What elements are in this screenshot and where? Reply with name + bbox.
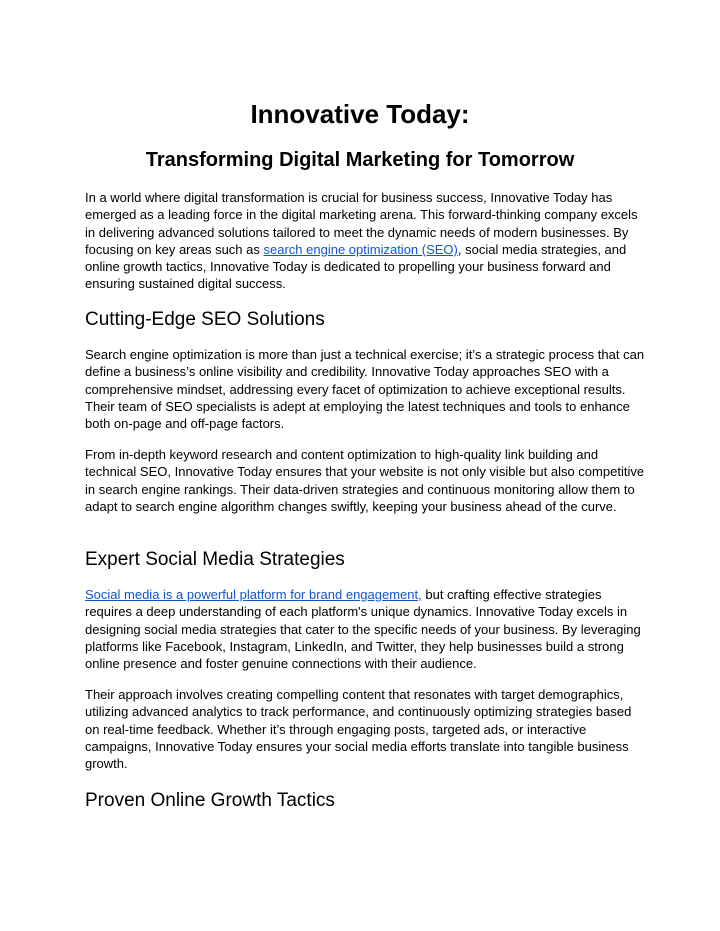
page-subtitle: Transforming Digital Marketing for Tomorrow [145, 149, 575, 171]
social-paragraph-1-text: but crafting effective strategies requires a deep understanding of each platform's unique dynamics. Innovative Today excels in designing social media strategies that cater to the specific needs of your business. By leveraging platforms like Facebook, Instagram, LinkedIn, and Twitter, they help businesses build a strong online presence and foster genuine connections with their audience. [85, 587, 641, 672]
social-media-link[interactable]: Social media is a powerful platform for brand engagement, [85, 587, 422, 602]
social-paragraph-1 [85, 586, 645, 672]
seo-paragraph-1: Search engine optimization is more than just a technical exercise; it’s a strategic process that can define a business’s online visibility and credibility. Innovative Today approaches SEO with a comprehensive mindset, addressing every facet of optimization to achieve exceptional results. Their team of SEO specialists is adept at employing the latest techniques and tools to enhance both on-page and off-page factors. [85, 347, 645, 432]
intro-text-before-link: In a world where digital transformation is crucial for business success, Innovative Today has emerged as a leading force in the digital marketing arena. This forward-thinking company excels in delivering advanced solutions tailored to meet the dynamic needs of modern businesses. By focusing on key areas such as [85, 190, 638, 257]
intro-text-after-link: , social media strategies, and online growth tactics, Innovative Today is dedicated to propelling your business forward and ensuring sustained digital success. [85, 241, 627, 292]
social-section-heading: Expert Social Media Strategies [85, 549, 345, 570]
intro-paragraph [85, 189, 645, 293]
seo-link[interactable]: search engine optimization (SEO) [263, 241, 458, 257]
seo-section-heading: Cutting-Edge SEO Solutions [85, 309, 325, 330]
growth-section-heading: Proven Online Growth Tactics [85, 790, 335, 811]
social-paragraph-2: Their approach involves creating compelling content that resonates with target demographics, utilizing advanced analytics to track performance, and continuously optimizing strategies based on real-time feedback. Whether it’s through engaging posts, targeted ads, or interactive campaigns, Innovative Today ensures your social media efforts translate into tangible business growth. [85, 687, 632, 772]
page-title: Innovative Today: [250, 99, 470, 129]
seo-paragraph-2: From in-depth keyword research and content optimization to high-quality link building and technical SEO, Innovative Today ensures that your website is not only visible but also competitive in search engine rankings. Their data-driven strategies and continuous monitoring allow them to adapt to search engine algorithm changes swiftly, keeping your business ahead of the curve. [85, 447, 645, 514]
